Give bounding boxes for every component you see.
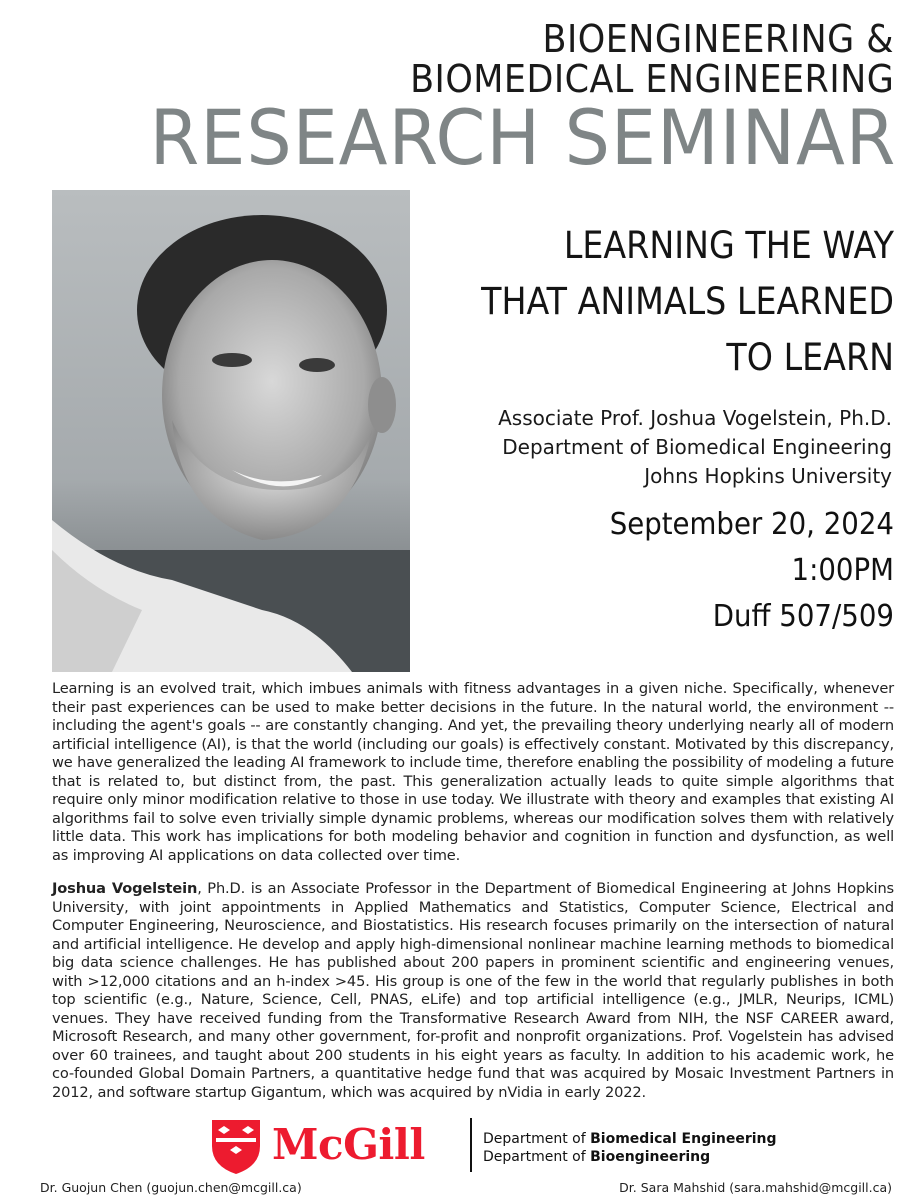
event-time: 1:00PM <box>791 553 894 588</box>
bio-text: , Ph.D. is an Associate Professor in the Department of Biomedical Engineering at Johns Hopkins University, with joint appointments in Applied Mathematics and Statistics, Computer Science, Electrical and Computer Engineering, Neuroscience, and Biostatistics. His research focuses primarily on the intersection of natural and artificial intelligence. He develop and apply high-dimensional nonlinear machine learning methods to biomedical big data science challenges. He has published about 200 papers in prominent scientific and engineering venues, with >12,000 citations and an h-index >45. His group is one of the few in the world that regularly publishes in both top scientific (e.g., Nature, Science, Cell, PNAS, eLife) and top artificial intelligence (e.g., JMLR, Neurips, ICML) venues. They have received funding from the Transformative Research Award from NIH, the NSF CAREER award, Microsoft Research, and many other government, for-profit and nonprofit organizations. Prof. Vogelstein has advised over 60 trainees, and taught about 200 students in his eight years as faculty. In addition to his academic work, he co-founded Global Domain Partners, a quantitative hedge fund that was acquired by Mosaic Investment Partners in 2012, and software startup Gigantum, which was acquired by nVidia in early 2022. <box>52 880 894 1101</box>
event-date: September 20, 2024 <box>609 507 894 542</box>
footer-dept-2 <box>483 1148 777 1166</box>
talk-title-line-2: THAT ANIMALS LEARNED <box>481 280 894 323</box>
speaker-department: Department of Biomedical Engineering <box>502 435 892 459</box>
speaker-title: Associate Prof. Joshua Vogelstein, Ph.D. <box>498 406 892 430</box>
mcgill-logo-text: McGill <box>272 1120 425 1169</box>
talk-title-line-1: LEARNING THE WAY <box>563 224 894 267</box>
dept-2-prefix: Department of <box>483 1149 591 1165</box>
event-details <box>610 502 894 640</box>
speaker-portrait <box>52 190 410 672</box>
footer-departments <box>483 1130 777 1166</box>
speaker-institution: Johns Hopkins University <box>644 464 892 488</box>
contact-right: Dr. Sara Mahshid (sara.mahshid@mcgill.ca) <box>619 1180 892 1195</box>
mcgill-crest-icon <box>208 1116 264 1176</box>
header-line-2: BIOMEDICAL ENGINEERING <box>409 57 894 101</box>
dept-2-name: Bioengineering <box>590 1149 711 1165</box>
header-line-1: BIOENGINEERING & <box>542 17 894 61</box>
bio-name: Joshua Vogelstein <box>52 880 198 897</box>
dept-1-prefix: Department of <box>483 1131 591 1147</box>
event-location: Duff 507/509 <box>712 599 894 634</box>
speaker-info <box>498 404 892 491</box>
footer-dept-1 <box>483 1130 777 1148</box>
talk-title <box>480 218 894 386</box>
contact-left: Dr. Guojun Chen (guojun.chen@mcgill.ca) <box>40 1180 302 1195</box>
abstract-text: Learning is an evolved trait, which imbues animals with fitness advantages in a given niche. Specifically, whenever their past experiences can be used to make better decisions in the future. In the natural world, the environment -- including the agent's goals -- are constantly changing. And yet, the prevailing theory underlying nearly all of modern artificial intelligence (AI), is that the world (including our goals) is effectively constant. Motivated by this discrepancy, we have generalized the leading AI framework to include time, therefore enabling the possibility of modeling a future that is related to, but distinct from, the past. This generalization actually leads to quite simple algorithms that require only minor modification relative to those in use today. We illustrate with theory and examples that existing AI algorithms fail to solve even trivially simple dynamic problems, whereas our modification solves them with relatively little data. This work has implications for both modeling behavior and cognition in function and dysfunction, as well as improving AI applications on data collected over time. <box>52 680 894 864</box>
seminar-heading: RESEARCH SEMINAR <box>149 93 896 182</box>
footer-divider <box>470 1118 472 1172</box>
speaker-bio <box>52 880 894 1102</box>
dept-1-name: Biomedical Engineering <box>590 1131 777 1147</box>
talk-title-line-3: TO LEARN <box>726 336 894 379</box>
